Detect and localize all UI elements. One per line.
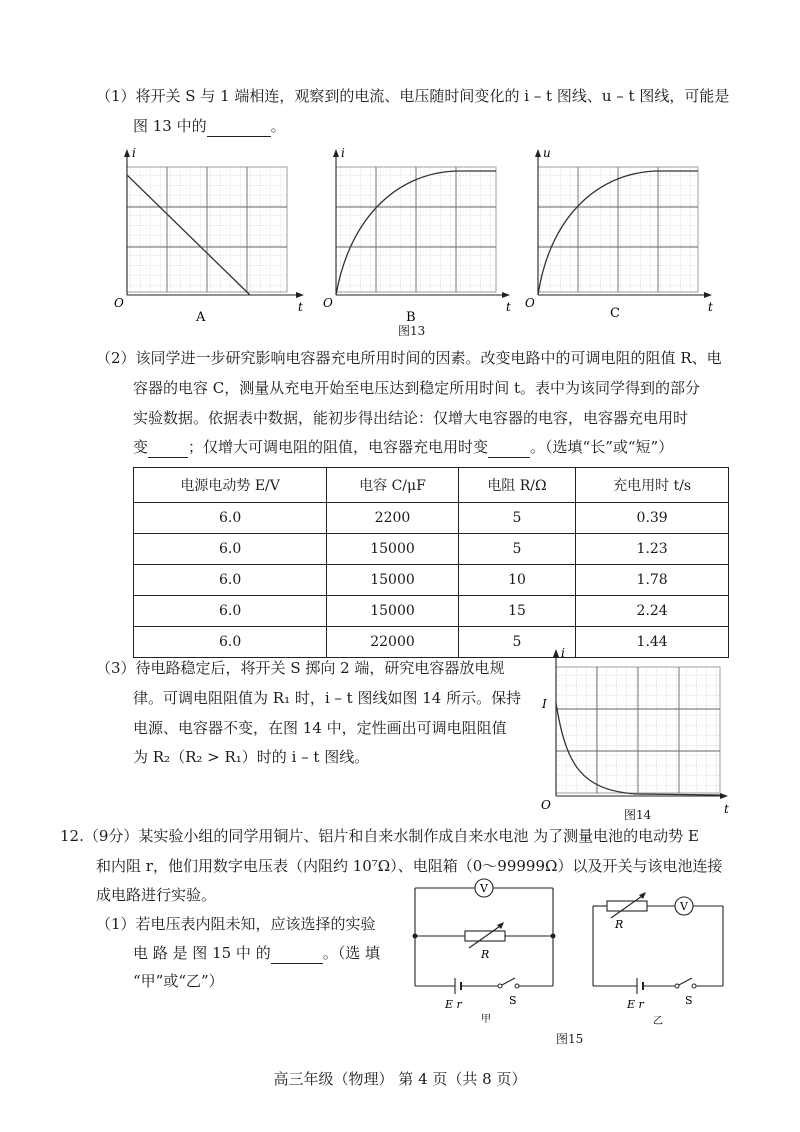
figure-13-caption: 图13	[398, 324, 426, 338]
circuit-yi-label: 乙	[653, 1016, 663, 1026]
circuit-jia-label: 甲	[481, 1014, 491, 1025]
fig14-x-label: t	[724, 802, 729, 816]
graph-a-label: A	[196, 310, 206, 325]
answer-blank-q1[interactable]	[207, 116, 271, 137]
graph-c-y-label: u	[543, 146, 551, 160]
table-row: 6.0 2200 5 0.39	[134, 503, 729, 534]
graph-c	[525, 146, 713, 321]
q3-line2: 律。可调电阻阻值为 R₁ 时，i – t 图线如图 14 所示。保持	[133, 689, 522, 707]
experiment-data-table	[133, 467, 729, 658]
q2-line1: （2）该同学进一步研究影响电容器充电所用时间的因素。改变电路中的可调电阻的阻值 R、电	[96, 349, 722, 367]
answer-blank-q12-1[interactable]	[271, 943, 323, 964]
figure-15-caption: 图15	[556, 1032, 584, 1046]
graph-a	[114, 146, 304, 325]
circuit-jia-switch-label: S	[509, 994, 517, 1007]
graph-c-x-label: t	[708, 300, 713, 314]
q1-line2: 图 13 中的 。	[133, 117, 286, 135]
voltmeter-icon: V	[480, 882, 488, 895]
graph-c-origin: O	[525, 296, 535, 310]
q12-line3: 成电路进行实验。	[96, 886, 217, 904]
graph-b	[323, 146, 511, 325]
q12-line2: 和内阻 r，他们用数字电压表（内阻约 10⁷Ω）、电阻箱（0～99999Ω）以及开关与该电池连接	[96, 857, 723, 875]
circuit-yi-source-label: E r	[627, 998, 644, 1011]
circuit-yi-switch-label: S	[685, 994, 693, 1007]
q2-line4: 变 ；仅增大可调电阻的阻值，电容器充电用时变 。（选填“长”或“短”）	[133, 438, 674, 456]
q3-line3: 电源、电容器不变，在图 14 中，定性画出可调电阻阻值	[133, 719, 507, 737]
graph-a-x-label: t	[298, 300, 303, 314]
graph-a-y-label: i	[132, 146, 136, 160]
fig14-origin: O	[541, 798, 551, 812]
figure-14-caption: 图14	[624, 808, 652, 822]
table-header: 电源电动势 E/V	[134, 468, 327, 503]
graph-a-origin: O	[114, 296, 124, 310]
circuit-jia-resistor-label: R	[481, 948, 490, 961]
fig14-y-mark: I	[542, 697, 547, 711]
answer-blank-q2a[interactable]	[148, 437, 188, 458]
graph-b-origin: O	[323, 296, 333, 310]
graph-c-label: C	[610, 306, 620, 321]
q3-line1: （3）待电路稳定后，将开关 S 掷向 2 端，研究电容器放电规	[96, 659, 505, 677]
q12-sub1-line3: “甲”或“乙”）	[133, 972, 224, 990]
circuit-jia	[415, 888, 553, 994]
q12-sub1-line2: 电 路 是 图 15 中 的 。（选 填	[133, 944, 380, 962]
table-header-row	[134, 468, 729, 503]
q2-line3: 实验数据。依据表中数据，能初步得出结论：仅增大电容器的电容，电容器充电用时	[133, 409, 689, 427]
circuit-yi-resistor-label: R	[615, 918, 624, 931]
voltmeter-icon: V	[680, 900, 688, 913]
page-footer: 高三年级（物理） 第 4 页（共 8 页）	[273, 1070, 527, 1088]
q12-sub1-line1: （1）若电压表内阻未知，应该选择的实验	[96, 915, 376, 933]
q1-line1: （1）将开关 S 与 1 端相连，观察到的电流、电压随时间变化的 i – t 图线、u – t 图线，可能是	[96, 87, 730, 105]
graph-b-y-label: i	[341, 146, 345, 160]
q12-line1: 12.（9分）某实验小组的同学用铜片、铝片和自来水制作成自来水电池 为了测量电池的电动势 E	[60, 827, 699, 845]
figure-15	[405, 876, 735, 1026]
circuit-yi	[593, 894, 723, 994]
table-row: 6.0 15000 5 1.23	[134, 534, 729, 565]
q3-line4: 为 R₂（R₂ > R₁）时的 i – t 图线。	[133, 748, 370, 766]
table-row: 6.0 15000 15 2.24	[134, 596, 729, 627]
graph-b-x-label: t	[506, 300, 511, 314]
figure-14[interactable]	[536, 645, 736, 820]
q2-line2: 容器的电容 C，测量从充电开始至电压达到稳定所用时间 t。表中为该同学得到的部分	[133, 379, 701, 397]
figure-13	[110, 145, 730, 325]
fig14-y-label: i	[561, 646, 565, 660]
circuit-jia-source-label: E r	[445, 998, 462, 1011]
table-header: 电容 C/μF	[327, 468, 458, 503]
table-header: 电阻 R/Ω	[458, 468, 576, 503]
table-row: 6.0 15000 10 1.78	[134, 565, 729, 596]
graph-b-label: B	[406, 310, 416, 325]
table-row: 6.0 22000 5 1.44	[134, 627, 729, 658]
answer-blank-q2b[interactable]	[488, 437, 530, 458]
table-header: 充电用时 t/s	[576, 468, 729, 503]
